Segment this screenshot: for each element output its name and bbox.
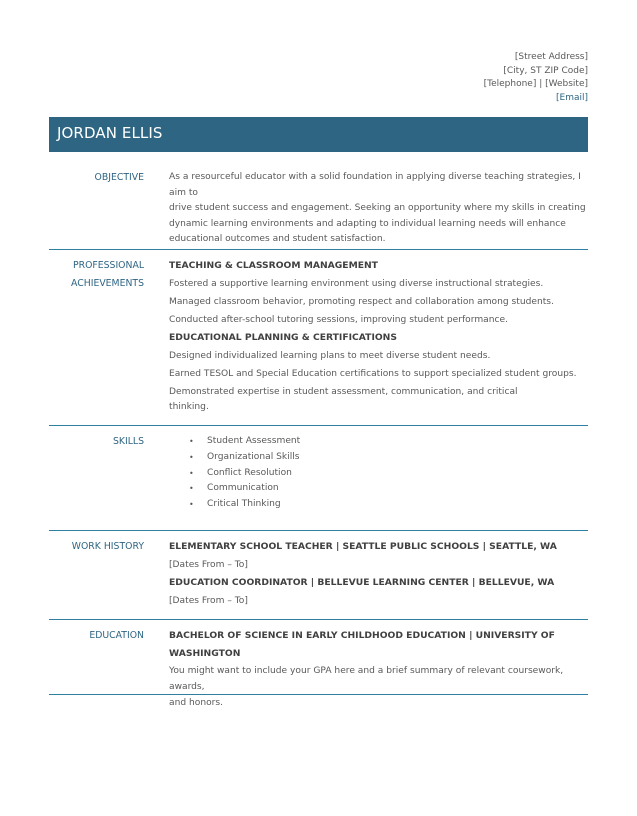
achievement-group-heading: EDUCATIONAL PLANNING & CERTIFICATIONS xyxy=(169,332,397,343)
section-label-achievements xyxy=(49,257,144,292)
bullet-icon: • xyxy=(189,437,194,446)
achievement-item: thinking. xyxy=(169,402,209,412)
achievement-item: Demonstrated expertise in student assessment, communication, and critical xyxy=(169,387,518,397)
skill-item xyxy=(169,497,589,513)
bullet-icon: • xyxy=(189,468,194,478)
section-label-skills: SKILLS xyxy=(112,436,144,447)
telephone-website: [Telephone] | [Website] xyxy=(483,79,588,90)
section-label-objective: OBJECTIVE xyxy=(94,172,144,183)
name-banner xyxy=(49,117,588,152)
achievement-group-heading: TEACHING & CLASSROOM MANAGEMENT xyxy=(169,260,378,271)
achievements-content xyxy=(169,257,589,414)
work-history-section xyxy=(49,538,588,620)
objective-text xyxy=(169,170,589,248)
achievement-item: Conducted after-school tutoring sessions, improving student performance. xyxy=(169,315,509,325)
achievement-item: Earned TESOL and Special Education certifications to support specialized student groups. xyxy=(169,369,577,379)
skill-item xyxy=(169,434,589,450)
skills-list xyxy=(169,434,589,513)
skill-label: Conflict Resolution xyxy=(207,467,292,478)
bullet-icon: • xyxy=(189,500,194,510)
skill-item xyxy=(169,481,589,497)
objective-line: educational outcomes and student satisfaction. xyxy=(169,234,386,244)
education-section xyxy=(49,627,588,708)
section-label-line: PROFESSIONAL xyxy=(73,260,144,271)
skill-item xyxy=(169,466,589,482)
section-label-education: EDUCATION xyxy=(89,630,144,641)
achievements-section xyxy=(49,257,588,426)
objective-line: As a resourceful educator with a solid foundation in applying diverse teaching strategies, I aim to xyxy=(169,172,581,198)
section-label-work-history: WORK HISTORY xyxy=(71,541,144,552)
contact-block xyxy=(484,51,588,106)
job-title: ELEMENTARY SCHOOL TEACHER | SEATTLE PUBLIC SCHOOLS | SEATTLE, WA xyxy=(169,541,557,552)
achievement-item: Managed classroom behavior, promoting respect and collaboration among students. xyxy=(169,297,554,307)
email-link[interactable]: [Email] xyxy=(556,93,588,104)
education-line: and honors. xyxy=(169,698,224,708)
job-title: EDUCATION COORDINATOR | BELLEVUE LEARNING CENTER | BELLEVUE, WA xyxy=(169,577,555,588)
work-history-content xyxy=(169,538,589,610)
objective-line: dynamic learning environments and adapting to individual learning needs will enhance xyxy=(169,218,566,229)
city-state-zip: [City, ST ZIP Code] xyxy=(503,65,588,76)
education-content xyxy=(169,627,589,711)
skills-section xyxy=(49,433,588,531)
job-dates: [Dates From – To] xyxy=(169,560,248,570)
achievement-item: Fostered a supportive learning environment using diverse instructional strategies. xyxy=(169,279,544,289)
street-address: [Street Address] xyxy=(514,52,588,62)
skill-label: Student Assessment xyxy=(207,436,301,446)
bullet-icon: • xyxy=(189,452,194,462)
section-label-line: ACHIEVEMENTS xyxy=(71,277,144,289)
skill-label: Organizational Skills xyxy=(207,451,300,462)
objective-section xyxy=(49,168,588,250)
education-line: You might want to include your GPA here and a brief summary of relevant coursework, awards, xyxy=(169,666,564,692)
skill-label: Communication xyxy=(207,483,279,494)
objective-line: drive student success and engagement. Seeking an opportunity where my skills in creating xyxy=(169,203,586,213)
candidate-name: JORDAN ELLIS xyxy=(57,124,163,142)
bullet-icon: • xyxy=(189,484,194,494)
skill-label: Critical Thinking xyxy=(207,499,281,510)
achievement-item: Designed individualized learning plans to meet diverse student needs. xyxy=(169,351,491,361)
job-dates: [Dates From – To] xyxy=(169,596,248,606)
degree-title: BACHELOR OF SCIENCE IN EARLY CHILDHOOD EDUCATION | UNIVERSITY OF WASHINGTON xyxy=(169,630,555,659)
skill-item xyxy=(169,450,589,466)
skills-content xyxy=(169,434,589,513)
